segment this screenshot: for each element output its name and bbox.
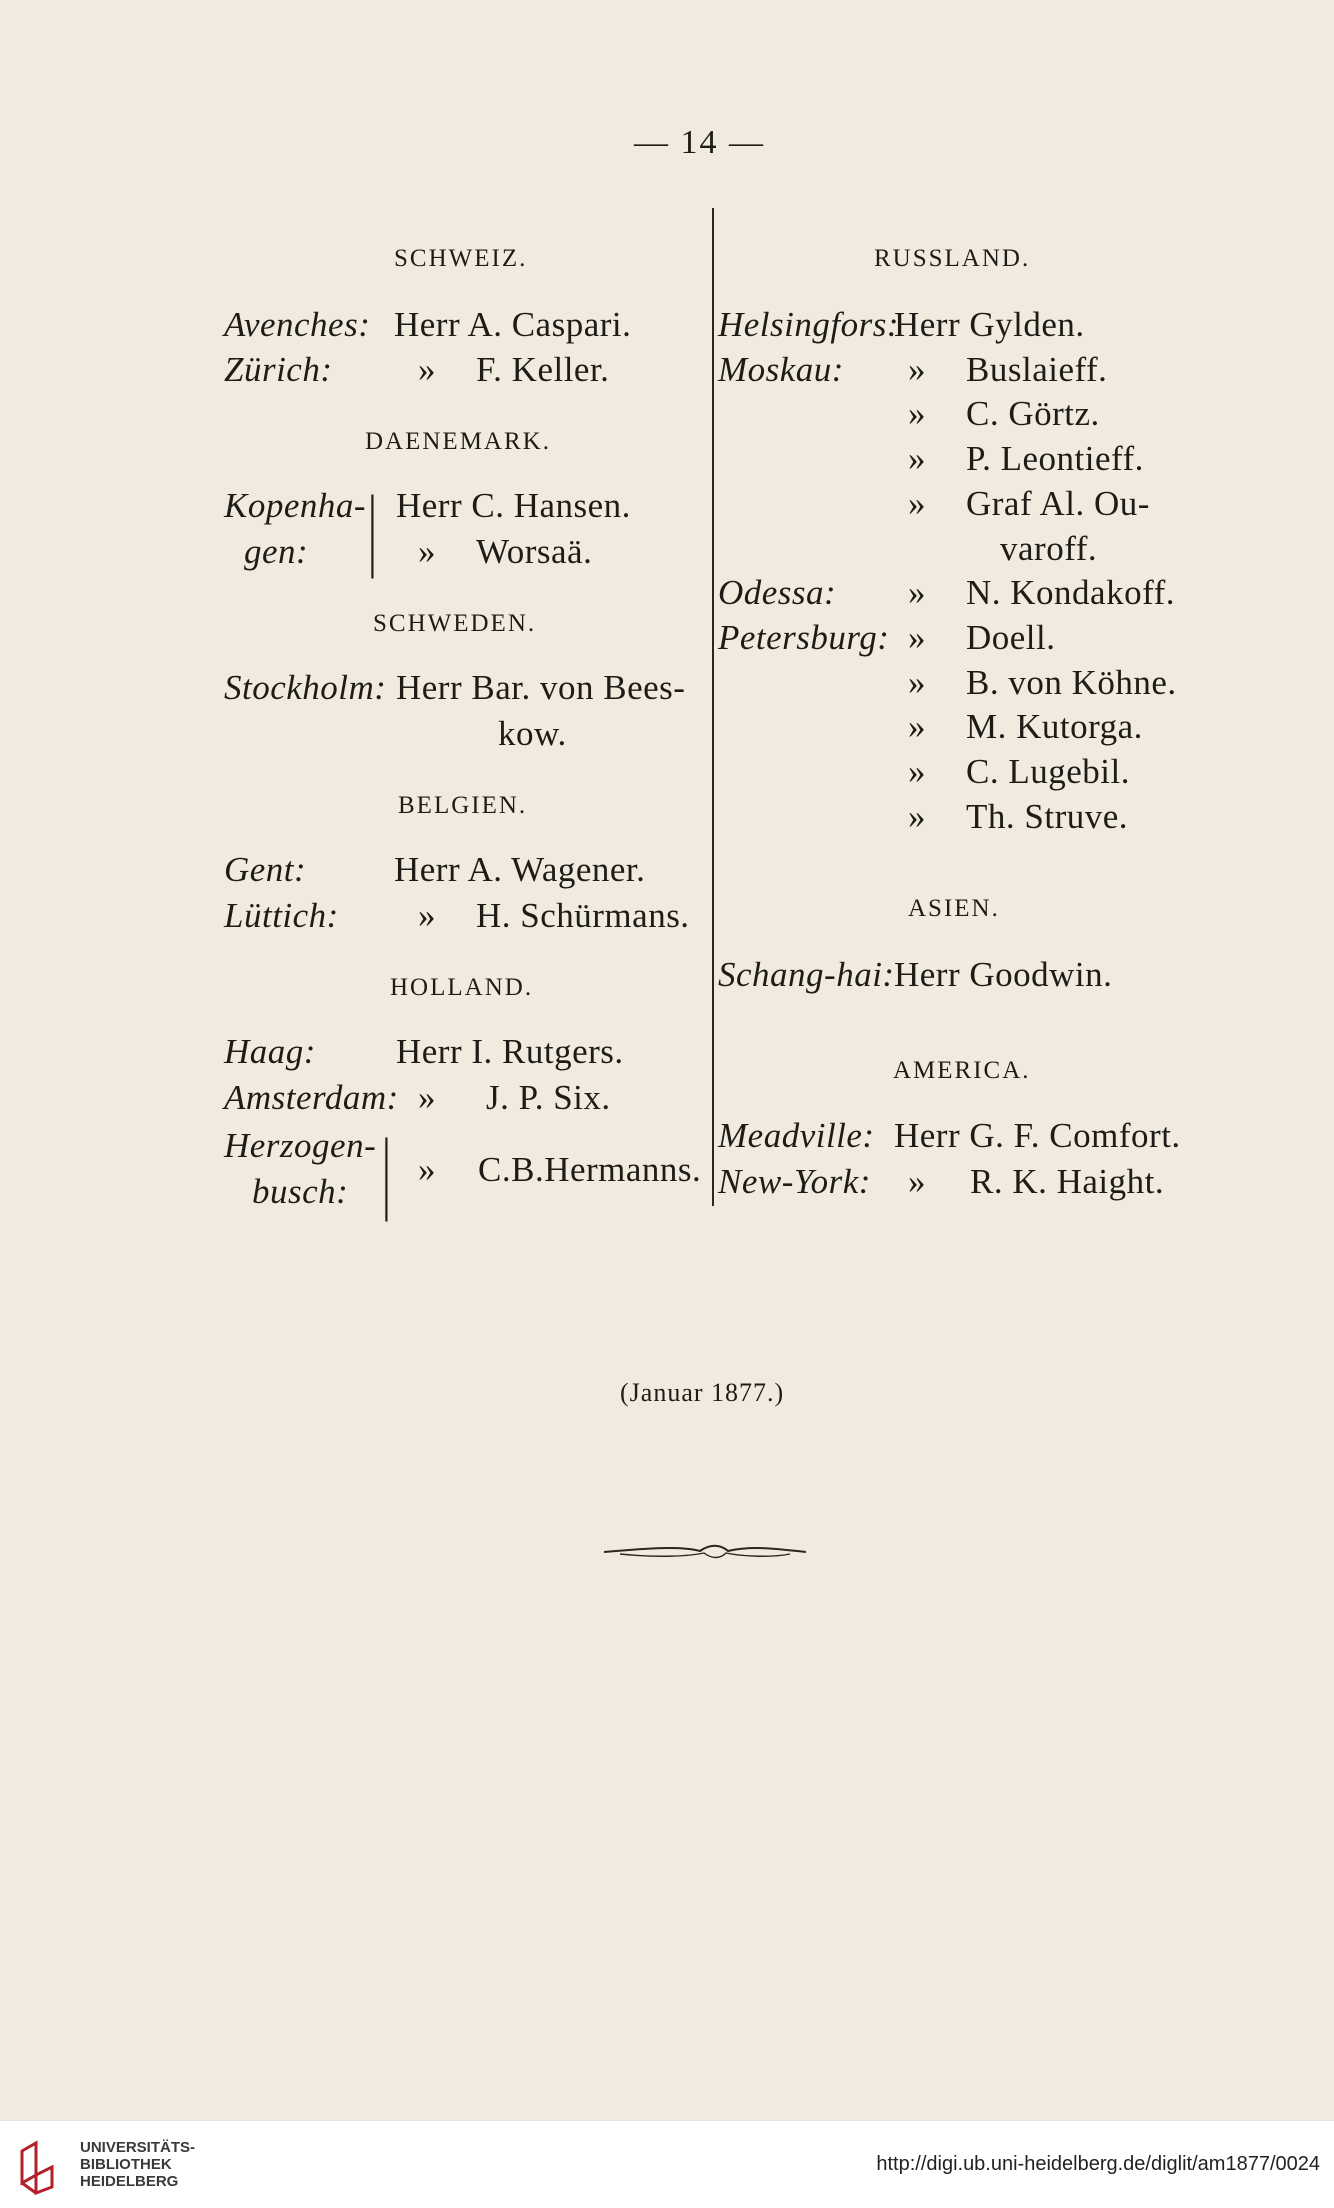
place-shanghai: Schang-hai: <box>718 955 895 994</box>
russland-place: Moskau: <box>718 350 844 389</box>
ditto-mark: » <box>418 1078 436 1117</box>
footer-bar <box>0 2120 1334 2208</box>
ditto-mark: » <box>908 707 926 746</box>
heading-russland: RUSSLAND. <box>874 245 1031 272</box>
library-name-line: HEIDELBERG <box>80 2173 179 2190</box>
name-schurmans: H. Schürmans. <box>476 896 690 935</box>
name-beeskow-cont: kow. <box>498 714 567 753</box>
heading-daenemark: DAENEMARK. <box>365 428 551 455</box>
heading-schweden: SCHWEDEN. <box>373 610 537 637</box>
russland-name: Th. Struve. <box>966 797 1129 836</box>
place-amsterdam: Amsterdam: <box>224 1078 399 1117</box>
place-luttich: Lüttich: <box>224 896 339 935</box>
place-herzogenbusch: Herzogen- <box>224 1126 377 1165</box>
place-meadville: Meadville: <box>718 1116 875 1155</box>
date-note: (Januar 1877.) <box>620 1378 785 1407</box>
russland-place: Petersburg: <box>718 618 890 657</box>
place-kopenhagen-cont: gen: <box>244 532 309 571</box>
brace: | <box>368 476 377 580</box>
place-avenches: Avenches: <box>224 305 371 344</box>
name-rutgers: Herr I. Rutgers. <box>396 1032 624 1071</box>
source-url-link[interactable]: http://digi.ub.uni-heidelberg.de/diglit/am1877/0024 <box>876 2153 1320 2175</box>
ditto-mark: » <box>908 394 926 433</box>
ornament-rule <box>600 1540 810 1564</box>
heading-schweiz: SCHWEIZ. <box>394 245 528 272</box>
place-herzogenbusch-cont: busch: <box>252 1172 349 1211</box>
name-caspari: Herr A. Caspari. <box>394 305 632 344</box>
name-wagener: Herr A. Wagener. <box>394 850 646 889</box>
ditto-mark: » <box>908 663 926 702</box>
name-haight: R. K. Haight. <box>970 1162 1165 1201</box>
russland-name: B. von Köhne. <box>966 663 1177 702</box>
russland-place: Odessa: <box>718 573 837 612</box>
page-number: — 14 — <box>634 124 765 161</box>
russland-place: Helsingfors: <box>718 305 899 344</box>
ditto-mark: » <box>908 797 926 836</box>
ditto-mark: » <box>908 439 926 478</box>
column-divider <box>712 208 714 1206</box>
place-zurich: Zürich: <box>224 350 333 389</box>
place-gent: Gent: <box>224 850 307 889</box>
russland-name: M. Kutorga. <box>966 707 1143 746</box>
ditto-mark: » <box>908 573 926 612</box>
name-goodwin: Herr Goodwin. <box>894 955 1113 994</box>
name-worsaa: Worsaä. <box>476 532 593 571</box>
heading-asien: ASIEN. <box>908 895 1000 922</box>
library-name-line: BIBLIOTHEK <box>80 2156 172 2173</box>
name-hermanns: C.B.Hermanns. <box>478 1150 702 1189</box>
library-logo-icon <box>12 2137 70 2195</box>
name-hansen: Herr C. Hansen. <box>396 486 631 525</box>
brace: | <box>382 1119 391 1223</box>
russland-name: Doell. <box>966 618 1056 657</box>
russland-name: Buslaieff. <box>966 350 1108 389</box>
russland-name: varoff. <box>1000 529 1098 568</box>
ditto-mark: » <box>418 350 436 389</box>
russland-name: N. Kondakoff. <box>966 573 1176 612</box>
russland-name: P. Leontieff. <box>966 439 1144 478</box>
place-newyork: New-York: <box>718 1162 871 1201</box>
ditto-mark: » <box>908 618 926 657</box>
ditto-mark: » <box>418 532 436 571</box>
heading-america: AMERICA. <box>893 1057 1031 1084</box>
heading-holland: HOLLAND. <box>390 974 534 1001</box>
name-comfort: Herr G. F. Comfort. <box>894 1116 1181 1155</box>
russland-name: Graf Al. Ou- <box>966 484 1150 523</box>
library-name-line: UNIVERSITÄTS- <box>80 2139 196 2156</box>
library-name <box>80 2139 195 2190</box>
place-haag: Haag: <box>224 1032 316 1071</box>
heading-belgien: BELGIEN. <box>398 792 528 819</box>
name-six: J. P. Six. <box>486 1078 611 1117</box>
place-kopenhagen: Kopenha- <box>224 486 367 525</box>
ditto-mark: » <box>908 752 926 791</box>
place-stockholm: Stockholm: <box>224 668 387 707</box>
russland-name: C. Görtz. <box>966 394 1100 433</box>
name-beeskow: Herr Bar. von Bees- <box>396 668 686 707</box>
ditto-mark: » <box>908 484 926 523</box>
ditto-mark: » <box>418 896 436 935</box>
ditto-mark: » <box>418 1150 436 1189</box>
ditto-mark: » <box>908 1162 926 1201</box>
ditto-mark: » <box>908 350 926 389</box>
russland-name: C. Lugebil. <box>966 752 1130 791</box>
russland-name: Herr Gylden. <box>894 305 1085 344</box>
name-keller: F. Keller. <box>476 350 610 389</box>
